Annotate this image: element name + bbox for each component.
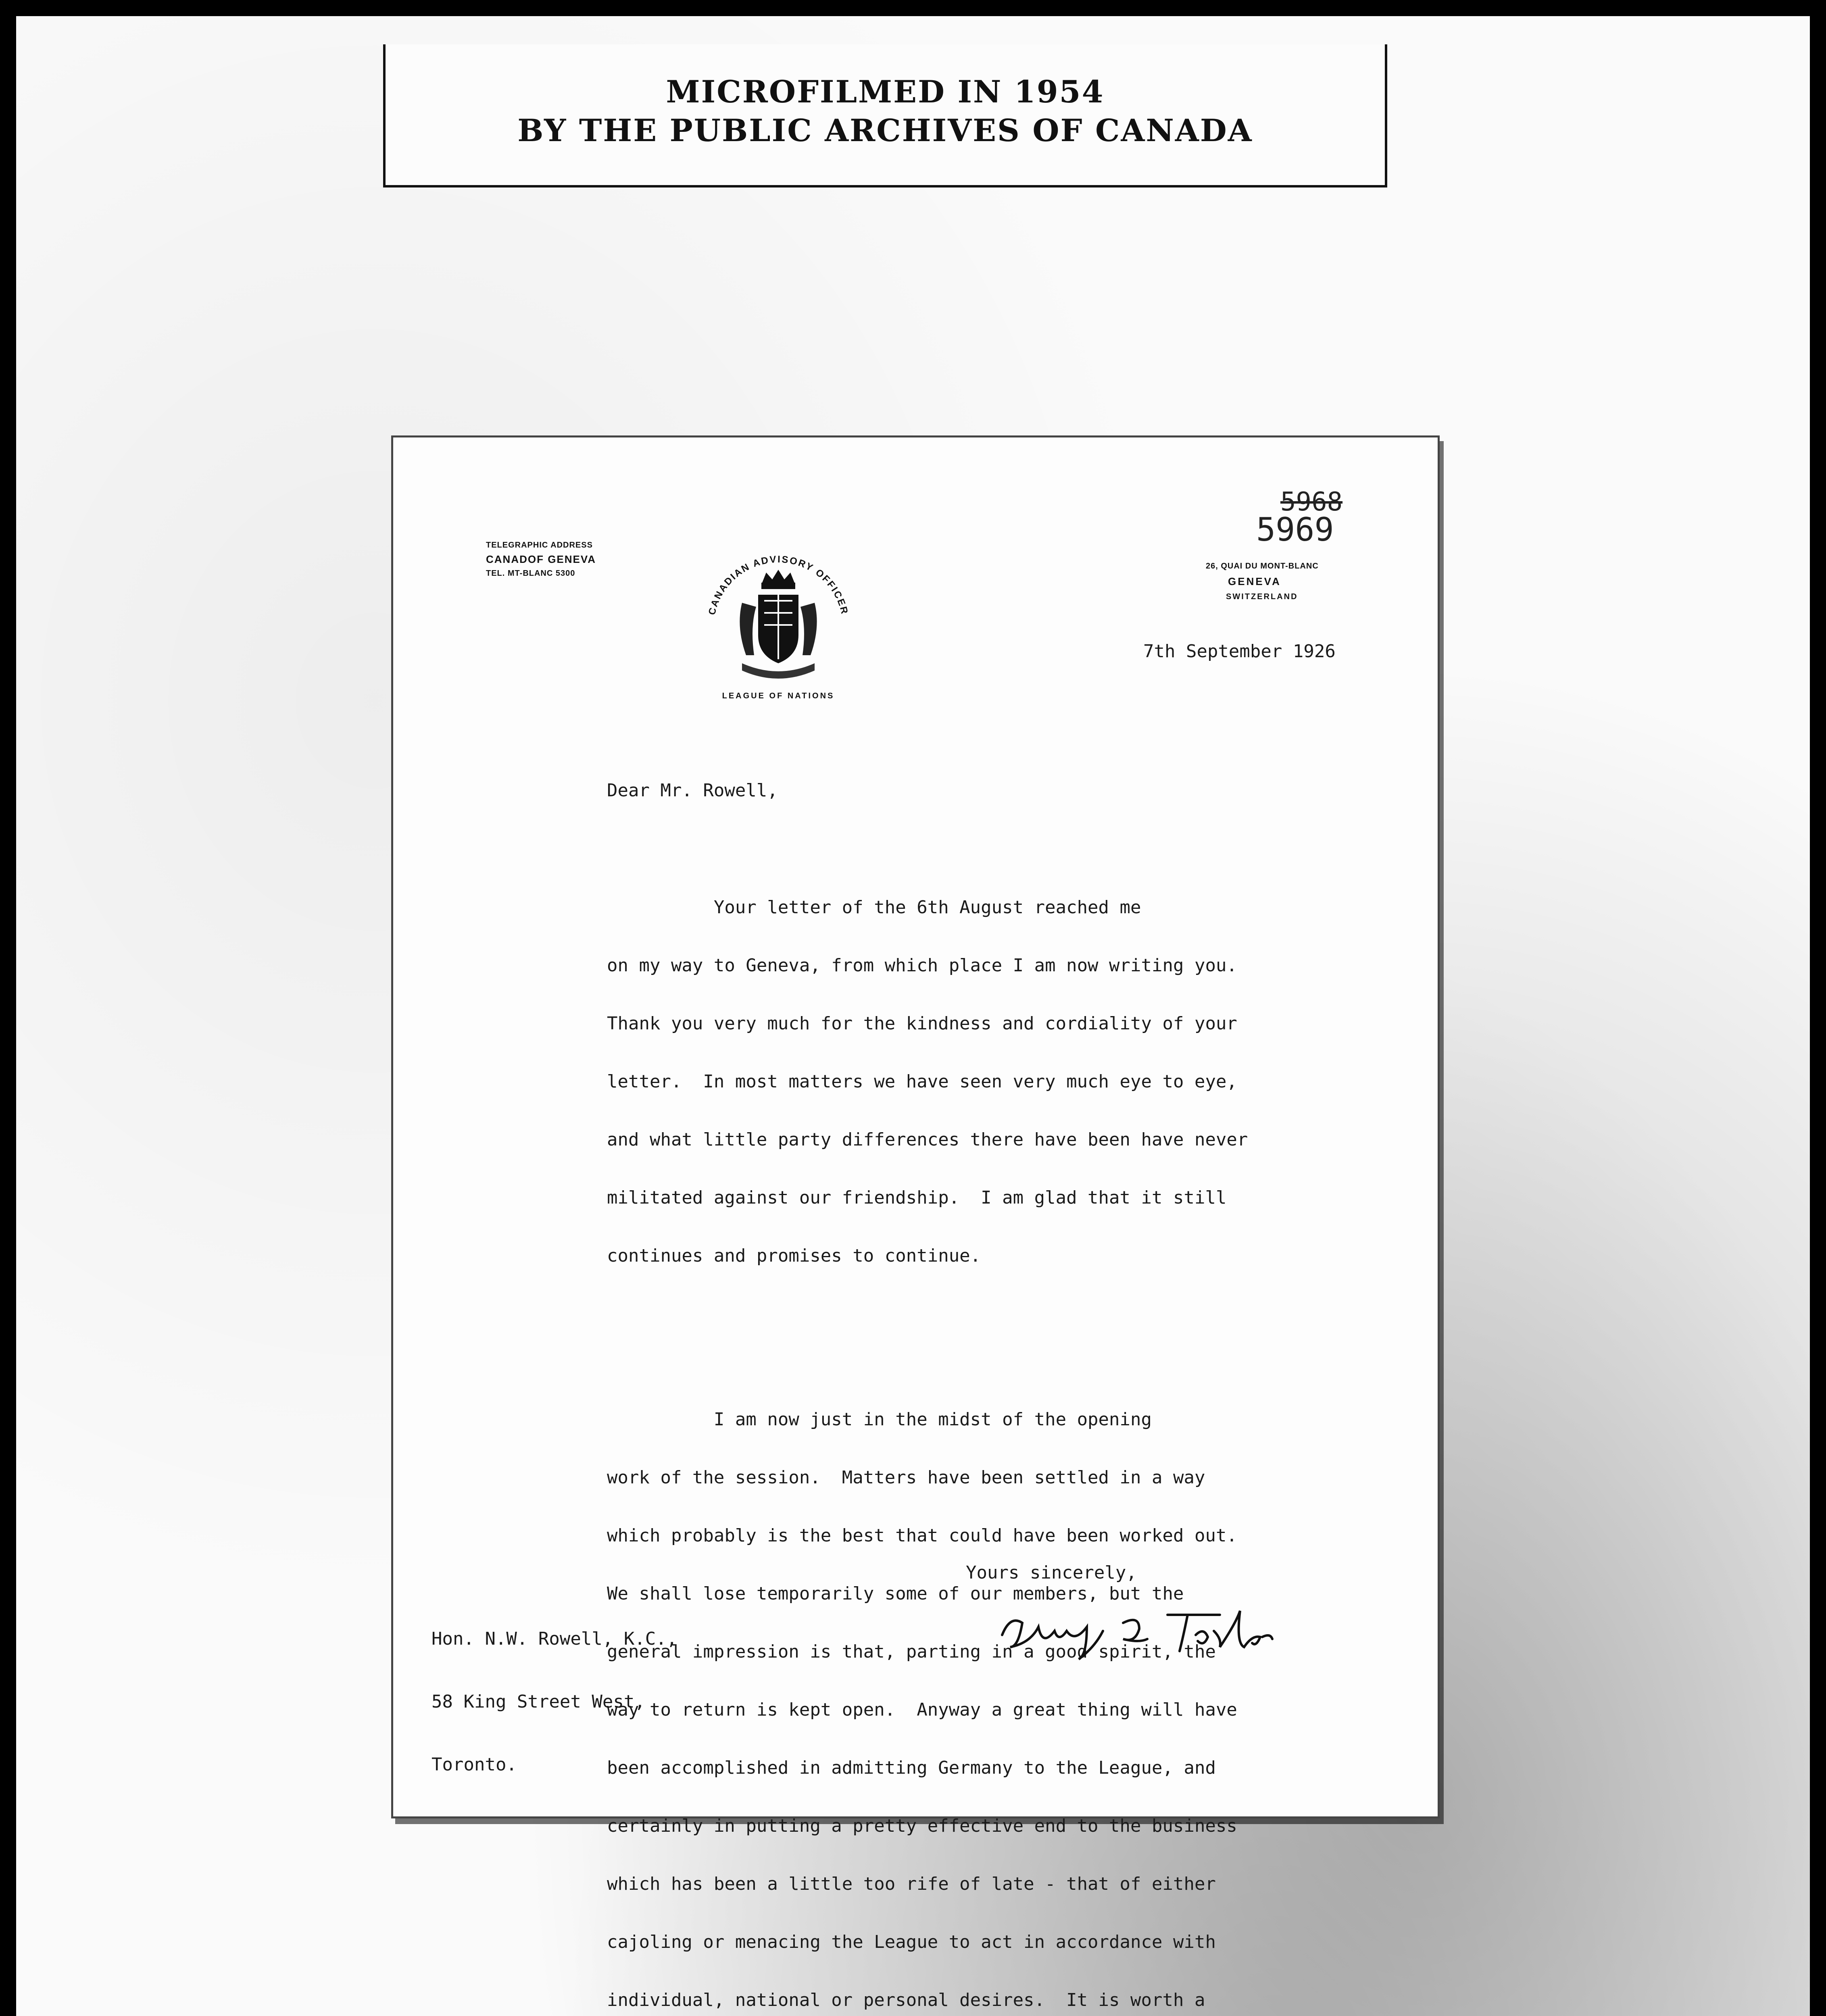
signature [994, 1599, 1276, 1669]
text-line: Thank you very much for the kindness and cordiality of your [607, 1013, 1237, 1034]
microfilm-frame [16, 16, 1810, 2016]
letterhead-street-address: 26, QUAI DU MONT-BLANC [1206, 562, 1319, 571]
letterhead-telephone: TEL. MT-BLANC 5300 [486, 569, 575, 578]
letter-salutation: Dear Mr. Rowell, [607, 780, 778, 801]
archive-label-line-2: BY THE PUBLIC ARCHIVES OF CANADA [517, 112, 1253, 148]
handwritten-signature-icon [994, 1599, 1276, 1667]
addressee-street: 58 King Street West, [431, 1691, 645, 1712]
addressee-city: Toronto. [431, 1754, 517, 1775]
text-line: I am now just in the midst of the opening [607, 1409, 1152, 1430]
archive-label [383, 44, 1387, 187]
letter-paragraph [607, 1371, 1259, 2016]
text-line: cajoling or menacing the League to act in accordance with [607, 1932, 1216, 1952]
coat-of-arms-icon [694, 534, 863, 691]
addressee-block [431, 1587, 677, 1817]
text-line: certainly in putting a pretty effective end to the business [607, 1816, 1237, 1836]
letter-body [607, 821, 1259, 2016]
letterhead-telegraphic-block [486, 538, 596, 580]
archive-label-line-1: MICROFILMED IN 1954 [666, 74, 1105, 110]
letterhead-address-block [1206, 558, 1319, 604]
letter-closing: Yours sincerely, [966, 1562, 1137, 1583]
text-line: and what little party differences there have been have never [607, 1129, 1248, 1150]
letterhead-country: SWITZERLAND [1226, 592, 1298, 601]
text-line: on my way to Geneva, from which place I am now writing you. [607, 955, 1237, 976]
letterhead-city: GENEVA [1228, 575, 1281, 587]
crest-arc-text: CANADIAN ADVISORY OFFICER [706, 554, 850, 616]
text-line: way to return is kept open. Anyway a great thing will have [607, 1699, 1237, 1720]
text-line: been accomplished in admitting Germany to the League, and [607, 1758, 1216, 1778]
text-line: general impression is that, parting in a good spirit, the [607, 1641, 1216, 1662]
text-line: individual, national or personal desires. It is worth a [607, 1990, 1205, 2010]
addressee-name: Hon. N.W. Rowell, K.C., [431, 1629, 677, 1649]
text-line: which has been a little too rife of late - that of either [607, 1874, 1216, 1894]
text-line: work of the session. Matters have been settled in a way [607, 1467, 1205, 1488]
letterhead-telegraphic-heading: TELEGRAPHIC ADDRESS [486, 541, 593, 550]
text-line: Your letter of the 6th August reached me [607, 897, 1141, 918]
text-line: continues and promises to continue. [607, 1245, 981, 1266]
accession-number-stamp [1256, 487, 1343, 548]
letter-paragraph [607, 859, 1259, 1304]
letter-date: 7th September 1926 [1143, 641, 1336, 662]
text-line: We shall lose temporarily some of our members, but the [607, 1583, 1184, 1604]
text-line: which probably is the best that could have been worked out. [607, 1525, 1237, 1546]
text-line: letter. In most matters we have seen very much eye to eye, [607, 1071, 1237, 1092]
text-line: militated against our friendship. I am glad that it still [607, 1187, 1227, 1208]
accession-number-old: 5968 [1280, 487, 1343, 517]
crest-emblem [694, 534, 863, 712]
accession-number-new: 5969 [1256, 511, 1334, 548]
crest-caption: LEAGUE OF NATIONS [722, 691, 835, 700]
letter-page [391, 435, 1440, 2010]
letterhead-telegraphic-address: CANADOF GENEVA [486, 553, 596, 565]
